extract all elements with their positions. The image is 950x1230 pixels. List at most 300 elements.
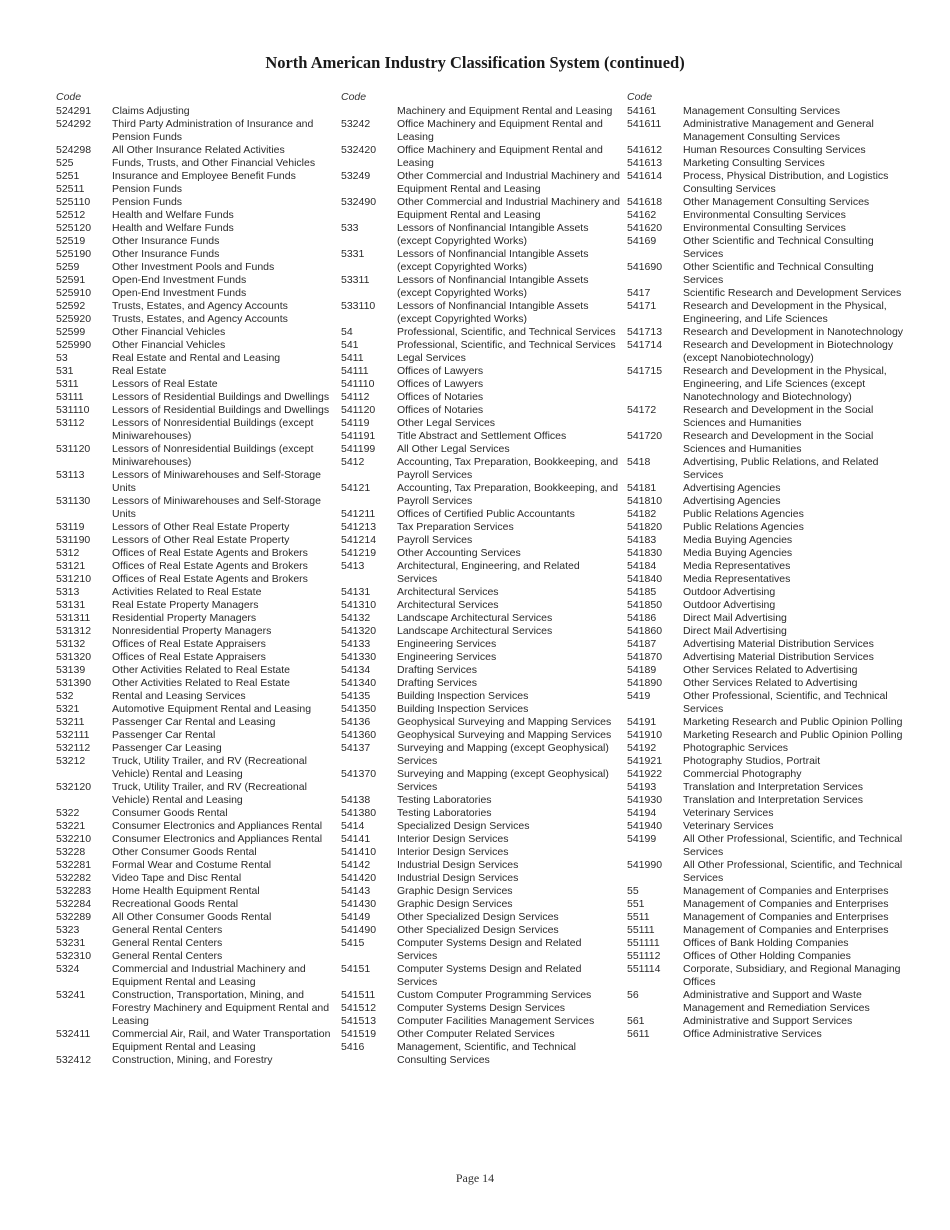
list-item bbox=[341, 924, 626, 937]
list-item bbox=[627, 365, 912, 404]
naics-code: 54199 bbox=[627, 833, 657, 845]
industry-title: Research and Development in the Social Sciences and Humanities bbox=[683, 430, 874, 455]
naics-code: 531110 bbox=[56, 404, 90, 416]
naics-code: 541519 bbox=[341, 1028, 377, 1040]
naics-code: 54193 bbox=[627, 781, 657, 793]
industry-title: Video Tape and Disc Rental bbox=[112, 872, 242, 884]
industry-title: Advertising Material Distribution Services bbox=[683, 651, 874, 663]
naics-code: 524298 bbox=[56, 144, 92, 156]
list-item bbox=[341, 742, 626, 768]
list-item bbox=[627, 586, 912, 599]
list-item bbox=[56, 248, 341, 261]
list-item bbox=[627, 690, 912, 716]
industry-title: Other Financial Vehicles bbox=[112, 326, 226, 338]
naics-code: 53139 bbox=[56, 664, 86, 676]
list-item bbox=[56, 599, 341, 612]
industry-title: Architectural Services bbox=[397, 599, 499, 611]
naics-code: 532 bbox=[56, 690, 74, 702]
list-item bbox=[341, 274, 626, 300]
naics-code: 53111 bbox=[56, 391, 84, 403]
industry-title: Veterinary Services bbox=[683, 820, 774, 832]
industry-title: Media Buying Agencies bbox=[683, 534, 793, 546]
list-item bbox=[627, 859, 912, 885]
industry-title: Activities Related to Real Estate bbox=[112, 586, 262, 598]
naics-code: 532281 bbox=[56, 859, 92, 871]
industry-title: Tax Preparation Services bbox=[397, 521, 514, 533]
list-item bbox=[341, 118, 626, 144]
naics-code: 541350 bbox=[341, 703, 377, 715]
industry-title: Other Commercial and Industrial Machinery and Equipment Rental and Leasing bbox=[397, 170, 620, 195]
list-item bbox=[627, 495, 912, 508]
industry-title: Commercial Air, Rail, and Water Transportation Equipment Rental and Leasing bbox=[112, 1028, 331, 1053]
naics-code: 541513 bbox=[341, 1015, 377, 1027]
industry-title: Building Inspection Services bbox=[397, 703, 529, 715]
industry-title: Real Estate bbox=[112, 365, 167, 377]
list-item bbox=[341, 560, 626, 586]
naics-code: 54161 bbox=[627, 105, 657, 117]
naics-code: 541214 bbox=[341, 534, 377, 546]
naics-code: 5413 bbox=[341, 560, 365, 572]
industry-title: Other Accounting Services bbox=[397, 547, 521, 559]
naics-code: 54186 bbox=[627, 612, 657, 624]
naics-code: 54 bbox=[341, 326, 353, 338]
list-item bbox=[627, 144, 912, 157]
industry-title: Claims Adjusting bbox=[112, 105, 190, 117]
naics-code: 5259 bbox=[56, 261, 80, 273]
industry-title: Testing Laboratories bbox=[397, 794, 492, 806]
naics-code: 54132 bbox=[341, 612, 371, 624]
industry-title: Advertising Material Distribution Services bbox=[683, 638, 874, 650]
naics-code: 53221 bbox=[56, 820, 86, 832]
industry-title: Other Activities Related to Real Estate bbox=[112, 664, 291, 676]
industry-title: Advertising Agencies bbox=[683, 495, 781, 507]
naics-code: 531311 bbox=[56, 612, 91, 624]
industry-title: Lessors of Miniwarehouses and Self-Storage Units bbox=[112, 469, 321, 494]
list-item bbox=[56, 274, 341, 287]
naics-code bbox=[341, 105, 397, 118]
naics-code: 541511 bbox=[341, 989, 376, 1001]
naics-code: 533110 bbox=[341, 300, 376, 312]
industry-title: Lessors of Nonfinancial Intangible Assets (except Copyrighted Works) bbox=[397, 300, 589, 325]
list-item bbox=[627, 885, 912, 898]
naics-code: 541490 bbox=[341, 924, 377, 936]
industry-title: Home Health Equipment Rental bbox=[112, 885, 260, 897]
list-item bbox=[341, 794, 626, 807]
list-item bbox=[56, 391, 341, 404]
naics-code: 561 bbox=[627, 1015, 645, 1027]
industry-title: Other Financial Vehicles bbox=[112, 339, 226, 351]
naics-code: 54111 bbox=[341, 365, 369, 377]
naics-code: 541 bbox=[341, 339, 359, 351]
industry-title: Administrative and Support and Waste Management and Remediation Services bbox=[683, 989, 870, 1014]
industry-title: Other Scientific and Technical Consulting Services bbox=[683, 235, 874, 260]
industry-title: Lessors of Nonfinancial Intangible Assets (except Copyrighted Works) bbox=[397, 274, 589, 299]
industry-title: Landscape Architectural Services bbox=[397, 625, 553, 637]
industry-title: Offices of Certified Public Accountants bbox=[397, 508, 575, 520]
list-item bbox=[341, 612, 626, 625]
page-title: North American Industry Classification System (continued) bbox=[265, 53, 685, 72]
list-item bbox=[627, 326, 912, 339]
industry-title: Lessors of Nonresidential Buildings (except Miniwarehouses) bbox=[112, 417, 314, 442]
industry-title: Drafting Services bbox=[397, 677, 477, 689]
naics-code: 533 bbox=[341, 222, 359, 234]
naics-code: 541380 bbox=[341, 807, 377, 819]
industry-title: Other Insurance Funds bbox=[112, 235, 220, 247]
naics-code: 541614 bbox=[627, 170, 663, 182]
list-item bbox=[341, 352, 626, 365]
industry-title: Pension Funds bbox=[112, 183, 183, 195]
list-item bbox=[627, 300, 912, 326]
industry-title: Management of Companies and Enterprises bbox=[683, 911, 889, 923]
naics-code: 541213 bbox=[341, 521, 377, 533]
industry-title: Research and Development in the Physical, Engineering, and Life Sciences bbox=[683, 300, 887, 325]
list-item bbox=[341, 482, 626, 508]
list-item bbox=[627, 482, 912, 495]
industry-title: Architectural Services bbox=[397, 586, 499, 598]
list-item bbox=[341, 768, 626, 794]
industry-title: Testing Laboratories bbox=[397, 807, 492, 819]
list-item bbox=[341, 222, 626, 248]
list-item bbox=[627, 729, 912, 742]
list-item bbox=[627, 950, 912, 963]
industry-title: Custom Computer Programming Services bbox=[397, 989, 592, 1001]
industry-title: All Other Insurance Related Activities bbox=[112, 144, 285, 156]
industry-title: All Other Professional, Scientific, and Technical Services bbox=[683, 833, 903, 858]
industry-title: Commercial and Industrial Machinery and Equipment Rental and Leasing bbox=[112, 963, 306, 988]
naics-code: 54185 bbox=[627, 586, 657, 598]
industry-title: Media Representatives bbox=[683, 560, 791, 572]
naics-code: 532490 bbox=[341, 196, 377, 208]
naics-code: 54119 bbox=[341, 417, 370, 429]
list-item bbox=[627, 794, 912, 807]
list-item bbox=[341, 937, 626, 963]
list-item bbox=[56, 781, 341, 807]
industry-title: Building Inspection Services bbox=[397, 690, 529, 702]
naics-code: 54172 bbox=[627, 404, 657, 416]
industry-title: Other Investment Pools and Funds bbox=[112, 261, 275, 273]
industry-title: Corporate, Subsidiary, and Regional Managing Offices bbox=[683, 963, 901, 988]
naics-code: 532111 bbox=[56, 729, 90, 741]
naics-code: 5311 bbox=[56, 378, 79, 390]
list-item bbox=[341, 365, 626, 378]
industry-title: Geophysical Surveying and Mapping Services bbox=[397, 729, 612, 741]
list-item bbox=[56, 898, 341, 911]
industry-title: Other Commercial and Industrial Machinery and Equipment Rental and Leasing bbox=[397, 196, 620, 221]
naics-code: 551 bbox=[627, 898, 645, 910]
naics-code: 541219 bbox=[341, 547, 377, 559]
list-item bbox=[56, 625, 341, 638]
industry-title: Media Buying Agencies bbox=[683, 547, 793, 559]
naics-code: 52511 bbox=[56, 183, 85, 195]
list-item bbox=[341, 196, 626, 222]
list-item bbox=[56, 677, 341, 690]
naics-code: 541410 bbox=[341, 846, 377, 858]
code-column-3 bbox=[627, 91, 912, 1041]
industry-title: Industrial Design Services bbox=[397, 859, 519, 871]
industry-title: Advertising, Public Relations, and Related Services bbox=[683, 456, 879, 481]
industry-title: Outdoor Advertising bbox=[683, 599, 776, 611]
naics-code: 54142 bbox=[341, 859, 371, 871]
column-header: Code bbox=[56, 91, 82, 103]
industry-title: Industrial Design Services bbox=[397, 872, 519, 884]
naics-code: 53112 bbox=[56, 417, 85, 429]
list-item bbox=[56, 326, 341, 339]
naics-code: 54137 bbox=[341, 742, 371, 754]
list-item bbox=[627, 170, 912, 196]
naics-code: 54183 bbox=[627, 534, 657, 546]
list-item bbox=[56, 521, 341, 534]
naics-code: 5323 bbox=[56, 924, 80, 936]
list-item bbox=[627, 1028, 912, 1041]
industry-title: Offices of Lawyers bbox=[397, 378, 484, 390]
list-item bbox=[627, 963, 912, 989]
list-item bbox=[627, 534, 912, 547]
list-item bbox=[341, 989, 626, 1002]
industry-title: Lessors of Nonresidential Buildings (except Miniwarehouses) bbox=[112, 443, 314, 468]
naics-code: 531130 bbox=[56, 495, 91, 507]
naics-code: 541720 bbox=[627, 430, 663, 442]
naics-code: 52592 bbox=[56, 300, 86, 312]
industry-title: Computer Systems Design and Related Services bbox=[397, 937, 582, 962]
list-item bbox=[627, 222, 912, 235]
industry-title: Construction, Transportation, Mining, and Forestry Machinery and Equipment Rental and Leasing bbox=[112, 989, 330, 1027]
naics-code: 541820 bbox=[627, 521, 663, 533]
industry-title: Process, Physical Distribution, and Logistics Consulting Services bbox=[683, 170, 889, 195]
industry-title: Real Estate and Rental and Leasing bbox=[112, 352, 281, 364]
list-item bbox=[627, 807, 912, 820]
list-item bbox=[56, 1028, 341, 1054]
naics-code: 541512 bbox=[341, 1002, 377, 1014]
industry-title: Nonresidential Property Managers bbox=[112, 625, 272, 637]
industry-title: Other Services Related to Advertising bbox=[683, 664, 858, 676]
industry-title: Open-End Investment Funds bbox=[112, 274, 247, 286]
industry-title: Lessors of Residential Buildings and Dwellings bbox=[112, 404, 330, 416]
list-item bbox=[56, 105, 341, 118]
list-item bbox=[56, 300, 341, 313]
naics-code: 541922 bbox=[627, 768, 663, 780]
naics-code: 52519 bbox=[56, 235, 86, 247]
industry-title: Marketing Consulting Services bbox=[683, 157, 825, 169]
naics-code: 53113 bbox=[56, 469, 85, 481]
industry-title: Public Relations Agencies bbox=[683, 508, 804, 520]
list-item bbox=[56, 183, 341, 196]
naics-code: 5321 bbox=[56, 703, 80, 715]
naics-code: 551111 bbox=[627, 937, 660, 949]
industry-title: Surveying and Mapping (except Geophysical) Services bbox=[397, 768, 609, 793]
list-item bbox=[341, 378, 626, 391]
list-item bbox=[627, 430, 912, 456]
naics-code: 541990 bbox=[627, 859, 663, 871]
naics-code: 541370 bbox=[341, 768, 377, 780]
naics-code: 532282 bbox=[56, 872, 92, 884]
list-item bbox=[627, 911, 912, 924]
industry-title: Lessors of Nonfinancial Intangible Assets (except Copyrighted Works) bbox=[397, 248, 589, 273]
naics-code: 5415 bbox=[341, 937, 365, 949]
naics-code: 53228 bbox=[56, 846, 86, 858]
industry-title: Administrative and Support Services bbox=[683, 1015, 853, 1027]
list-item bbox=[341, 872, 626, 885]
industry-title: Other Activities Related to Real Estate bbox=[112, 677, 291, 689]
naics-code: 53212 bbox=[56, 755, 86, 767]
naics-code: 541921 bbox=[627, 755, 663, 767]
industry-title: Automotive Equipment Rental and Leasing bbox=[112, 703, 312, 715]
list-item bbox=[341, 1015, 626, 1028]
industry-title: Funds, Trusts, and Other Financial Vehicles bbox=[112, 157, 316, 169]
list-item bbox=[341, 547, 626, 560]
industry-title: Real Estate Property Managers bbox=[112, 599, 259, 611]
industry-title: Geophysical Surveying and Mapping Services bbox=[397, 716, 612, 728]
industry-title: Other Legal Services bbox=[397, 417, 496, 429]
list-item bbox=[341, 534, 626, 547]
list-item bbox=[627, 209, 912, 222]
naics-code: 541360 bbox=[341, 729, 377, 741]
naics-code: 5324 bbox=[56, 963, 80, 975]
naics-code: 541120 bbox=[341, 404, 376, 416]
industry-title: Offices of Notaries bbox=[397, 391, 484, 403]
naics-code: 531120 bbox=[56, 443, 91, 455]
list-item bbox=[56, 209, 341, 222]
naics-code: 53 bbox=[56, 352, 68, 364]
industry-title: Graphic Design Services bbox=[397, 898, 513, 910]
industry-title: Pension Funds bbox=[112, 196, 183, 208]
naics-code: 54143 bbox=[341, 885, 371, 897]
naics-code: 541890 bbox=[627, 677, 663, 689]
list-item bbox=[341, 846, 626, 859]
list-item bbox=[627, 820, 912, 833]
naics-code: 54135 bbox=[341, 690, 371, 702]
naics-code: 531 bbox=[56, 365, 74, 377]
industry-title: Engineering Services bbox=[397, 651, 497, 663]
list-item bbox=[56, 833, 341, 846]
industry-title: Architectural, Engineering, and Related Services bbox=[397, 560, 580, 585]
list-item bbox=[56, 417, 341, 443]
naics-code: 532283 bbox=[56, 885, 92, 897]
naics-code: 541613 bbox=[627, 157, 663, 169]
industry-title: Health and Welfare Funds bbox=[112, 209, 234, 221]
page-number: Page 14 bbox=[455, 1171, 495, 1185]
industry-title: All Other Legal Services bbox=[397, 443, 510, 455]
list-item bbox=[341, 638, 626, 651]
naics-code: 541612 bbox=[627, 144, 663, 156]
naics-code: 53132 bbox=[56, 638, 86, 650]
naics-code: 541840 bbox=[627, 573, 663, 585]
column-header: Code bbox=[627, 91, 653, 103]
naics-code: 532289 bbox=[56, 911, 92, 923]
naics-code: 532411 bbox=[56, 1028, 91, 1040]
industry-title: Other Consumer Goods Rental bbox=[112, 846, 257, 858]
naics-code: 532310 bbox=[56, 950, 92, 962]
list-item bbox=[56, 365, 341, 378]
industry-title: Direct Mail Advertising bbox=[683, 625, 787, 637]
industry-title: General Rental Centers bbox=[112, 950, 223, 962]
industry-title: Health and Welfare Funds bbox=[112, 222, 234, 234]
list-item bbox=[341, 1002, 626, 1015]
naics-code: 54112 bbox=[341, 391, 370, 403]
naics-code: 54136 bbox=[341, 716, 371, 728]
industry-title: Offices of Bank Holding Companies bbox=[683, 937, 849, 949]
list-item bbox=[341, 716, 626, 729]
industry-title: Lessors of Other Real Estate Property bbox=[112, 521, 290, 533]
industry-title: Office Machinery and Equipment Rental and Leasing bbox=[397, 144, 603, 169]
industry-title: Consumer Electronics and Appliances Rental bbox=[112, 820, 323, 832]
list-item bbox=[56, 339, 341, 352]
industry-title: Environmental Consulting Services bbox=[683, 209, 846, 221]
industry-title: Residential Property Managers bbox=[112, 612, 257, 624]
list-item bbox=[56, 352, 341, 365]
list-item bbox=[56, 846, 341, 859]
list-item bbox=[341, 729, 626, 742]
naics-code: 541110 bbox=[341, 378, 375, 390]
list-item bbox=[627, 898, 912, 911]
industry-title: Surveying and Mapping (except Geophysical) Services bbox=[397, 742, 609, 767]
list-item bbox=[627, 625, 912, 638]
naics-code: 541810 bbox=[627, 495, 663, 507]
list-item bbox=[341, 521, 626, 534]
industry-title: Drafting Services bbox=[397, 664, 477, 676]
industry-title: Translation and Interpretation Services bbox=[683, 781, 863, 793]
list-item bbox=[56, 963, 341, 989]
naics-code: 532112 bbox=[56, 742, 91, 754]
code-column-1 bbox=[56, 91, 341, 1067]
industry-title: Management of Companies and Enterprises bbox=[683, 885, 889, 897]
naics-code: 5419 bbox=[627, 690, 651, 702]
naics-code: 525990 bbox=[56, 339, 92, 351]
industry-title: Trusts, Estates, and Agency Accounts bbox=[112, 300, 288, 312]
naics-code: 541611 bbox=[627, 118, 662, 130]
industry-title: Offices of Real Estate Agents and Brokers bbox=[112, 560, 308, 572]
list-item bbox=[56, 378, 341, 391]
list-item bbox=[341, 703, 626, 716]
industry-title: Interior Design Services bbox=[397, 833, 509, 845]
naics-code: 541830 bbox=[627, 547, 663, 559]
list-item bbox=[341, 690, 626, 703]
list-item bbox=[341, 443, 626, 456]
list-item bbox=[341, 105, 626, 118]
industry-title: Other Computer Related Services bbox=[397, 1028, 555, 1040]
naics-code: 54192 bbox=[627, 742, 657, 754]
list-item bbox=[341, 963, 626, 989]
naics-code: 531320 bbox=[56, 651, 92, 663]
naics-code: 541910 bbox=[627, 729, 663, 741]
industry-title: Interior Design Services bbox=[397, 846, 509, 858]
industry-title: Photographic Services bbox=[683, 742, 789, 754]
list-item bbox=[341, 677, 626, 690]
naics-code: 54162 bbox=[627, 209, 657, 221]
naics-code: 54138 bbox=[341, 794, 371, 806]
list-item bbox=[56, 690, 341, 703]
list-item bbox=[341, 1041, 626, 1067]
industry-title: Environmental Consulting Services bbox=[683, 222, 846, 234]
naics-code: 5414 bbox=[341, 820, 365, 832]
list-item bbox=[56, 755, 341, 781]
industry-title: Lessors of Other Real Estate Property bbox=[112, 534, 290, 546]
naics-code: 532284 bbox=[56, 898, 92, 910]
industry-title: Recreational Goods Rental bbox=[112, 898, 239, 910]
naics-code: 54151 bbox=[341, 963, 371, 975]
industry-title: Consumer Electronics and Appliances Rental bbox=[112, 833, 323, 845]
list-item bbox=[627, 508, 912, 521]
naics-code: 541870 bbox=[627, 651, 663, 663]
naics-code: 531390 bbox=[56, 677, 92, 689]
list-item bbox=[56, 911, 341, 924]
list-item bbox=[627, 521, 912, 534]
list-item bbox=[627, 1015, 912, 1028]
industry-title: Other Scientific and Technical Consulting Services bbox=[683, 261, 874, 286]
list-item bbox=[627, 287, 912, 300]
naics-code: 541715 bbox=[627, 365, 663, 377]
industry-title: Lessors of Residential Buildings and Dwellings bbox=[112, 391, 330, 403]
list-item bbox=[56, 196, 341, 209]
